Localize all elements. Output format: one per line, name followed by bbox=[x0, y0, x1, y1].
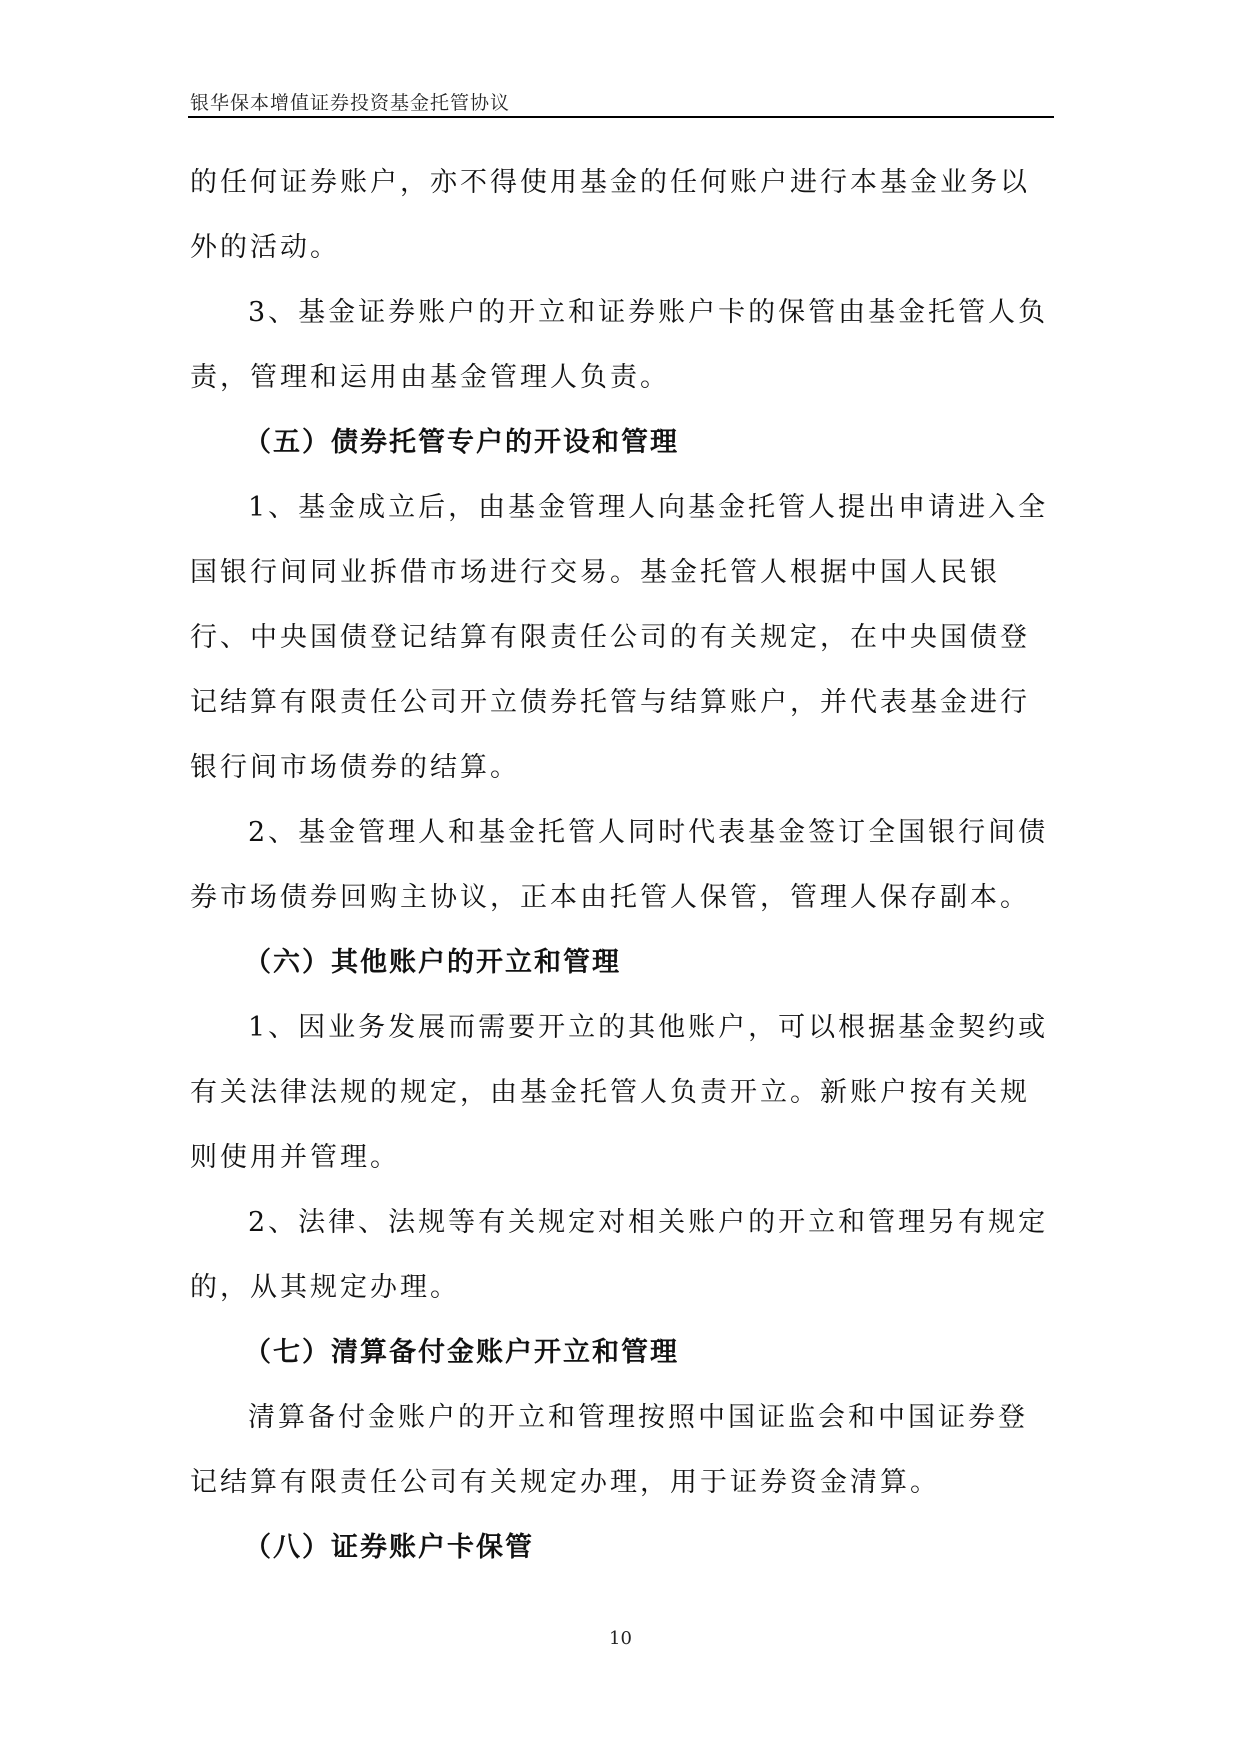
paragraph: 的任何证券账户，亦不得使用基金的任何账户进行本基金业务以外的活动。 bbox=[190, 167, 1030, 263]
document-body bbox=[190, 150, 1052, 1580]
page-number: 10 bbox=[609, 1628, 632, 1649]
running-header: 银华保本增值证券投资基金托管协议 bbox=[190, 92, 511, 114]
paragraph: 1、基金成立后，由基金管理人向基金托管人提出申请进入全国银行间同业拆借市场进行交易。基金托管人根据中国人民银行、中央国债登记结算有限责任公司的有关规定，在中央国债登记结算有限责任公司开立债券托管与结算账户，并代表基金进行银行间市场债券的结算。 bbox=[190, 492, 1049, 783]
section-heading: （八）证券账户卡保管 bbox=[244, 1532, 534, 1563]
paragraph: 清算备付金账户的开立和管理按照中国证监会和中国证券登记结算有限责任公司有关规定办理，用于证券资金清算。 bbox=[190, 1402, 1028, 1498]
section-heading: （六）其他账户的开立和管理 bbox=[244, 947, 621, 978]
paragraph: 1、因业务发展而需要开立的其他账户，可以根据基金契约或有关法律法规的规定，由基金托管人负责开立。新账户按有关规则使用并管理。 bbox=[190, 1012, 1049, 1173]
paragraph: 2、基金管理人和基金托管人同时代表基金签订全国银行间债券市场债券回购主协议，正本由托管人保管，管理人保存副本。 bbox=[190, 817, 1049, 913]
paragraph: 3、基金证券账户的开立和证券账户卡的保管由基金托管人负责，管理和运用由基金管理人负责。 bbox=[190, 297, 1049, 393]
section-heading: （七）清算备付金账户开立和管理 bbox=[244, 1337, 679, 1368]
paragraph: 2、法律、法规等有关规定对相关账户的开立和管理另有规定的，从其规定办理。 bbox=[190, 1207, 1049, 1303]
section-heading: （五）债券托管专户的开设和管理 bbox=[244, 427, 679, 458]
header-divider bbox=[188, 116, 1054, 118]
